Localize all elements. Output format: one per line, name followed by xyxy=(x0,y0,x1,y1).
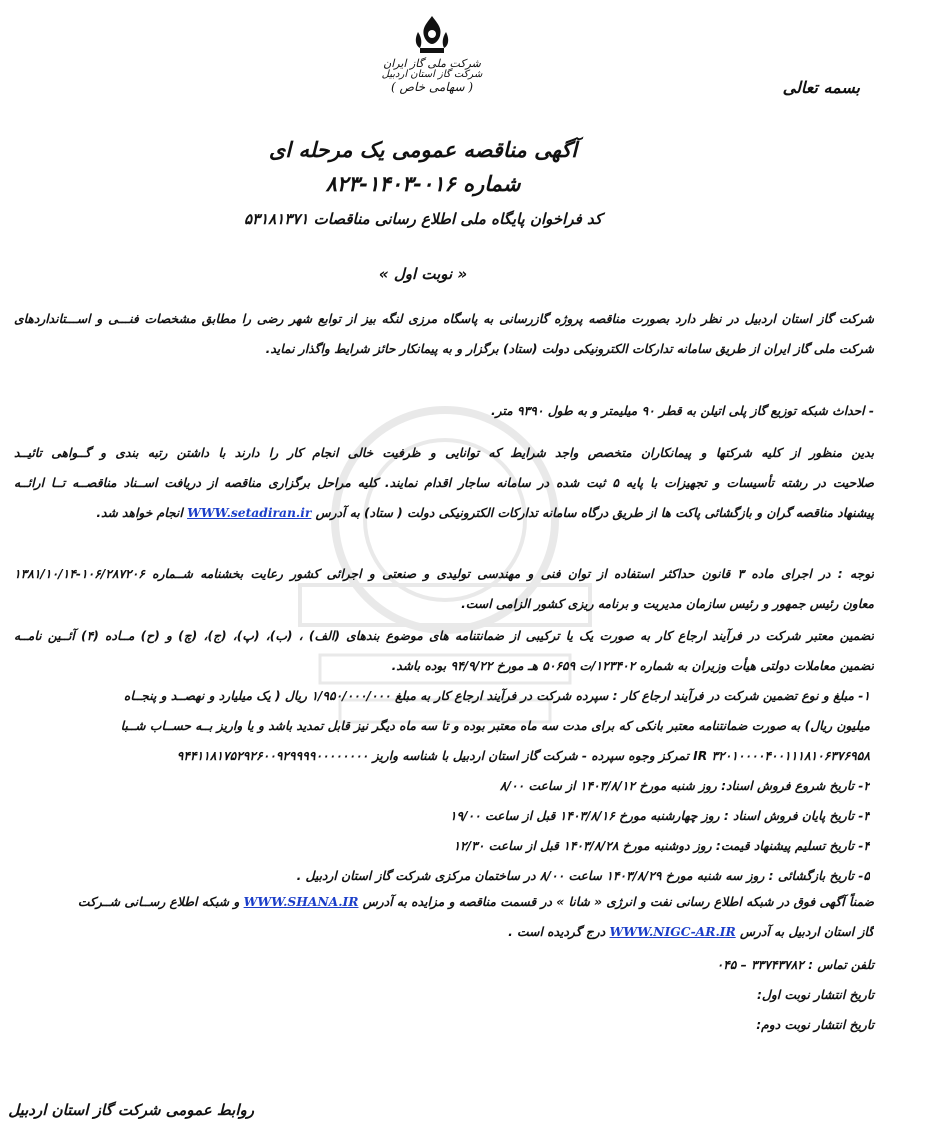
publication-text-end: درج گردیده است . xyxy=(508,925,606,939)
footer-signature: روابط عمومی شرکت گاز استان اردبیل xyxy=(8,1101,254,1119)
invitation-paragraph xyxy=(14,438,874,528)
list-item-text: تاریخ تسلیم پیشنهاد قیمت: روز دوشنبه مورخ ۱۴۰۳/۸/۲۸ قبل از ساعت ۱۲/۳۰ xyxy=(453,839,854,853)
list-item-number: ۲- xyxy=(858,779,870,793)
note-line: توجه : در اجرای ماده ۳ قانون حداکثر استفاده از توان فنی و مهندسی تولیدی و صنعتی و اجرائی کشور رعایت بخشنامه شــماره ۱۰۶/۲۸۷۲۰۶-۱۳۸۱/۱۰/۱۴ xyxy=(14,567,874,581)
nigc-ar-link[interactable]: WWW.NIGC-AR.IR xyxy=(609,924,736,939)
publication-text: ضمناً آگهی فوق در شبکه اطلاع رسانی نفت و انرژی « شانا » در قسمت مناقصه و مزایده به آدرس xyxy=(362,895,874,909)
intro-paragraph xyxy=(14,304,874,364)
invitation-line: بدین منظور از کلیه شرکتها و پیمانکاران متخصص واجد شرایط که توانایی و ظرفیت خالی انجام کار را دارند با داشتن رتبه بندی و گــواهی تائیــد xyxy=(14,446,874,460)
note-line: معاون رئیس جمهور و رئیس سازمان مدیریت و برنامه ریزی کشور الزامی است. xyxy=(461,597,874,611)
list-item-continuation: میلیون ریال) به صورت ضمانتنامه معتبر بانکی که برای مدت سه ماه معتبر بوده و تا سه ماه دیگر نیز قابل تمدید باشد و یا واریز بــه حســاب شــبا xyxy=(120,719,870,733)
setadiran-link[interactable]: WWW.setadiran.ir xyxy=(187,505,312,520)
second-publication-date: تاریخ انتشار نوبت دوم: xyxy=(756,1018,874,1032)
invitation-line: صلاحیت در رشته تأسیسات و تجهیزات با پایه ۵ ثبت شده در سامانه ساجار اقدام نمایند. کلیه مراحل برگزاری مناقصه از دریافت اســناد مناقصــه تــا ارائــه xyxy=(14,476,874,490)
list-item-number: ۱- xyxy=(858,689,870,703)
list-item xyxy=(20,681,870,711)
logo-line-province: شرکت گاز استان اردبیل xyxy=(381,69,483,80)
scope-paragraph xyxy=(14,396,874,426)
list-item xyxy=(20,831,870,861)
intro-line: شرکت گاز استان اردبیل در نظر دارد بصورت مناقصه پروژه گازرسانی به پاسگاه مرزی لنگه بیز از توابع شهر رضی را مطابق مشخصات فنـــی و اســـتانداردهای xyxy=(14,312,874,326)
invitation-text: پیشنهاد مناقصه گران و بازگشائی پاکت ها از طریق درگاه سامانه تدارکات الکترونیکی دولت ( ستاد) به آدرس xyxy=(315,506,874,520)
invitation-text-end: انجام خواهد شد. xyxy=(96,506,183,520)
list-item-text: مبلغ و نوع تضمین شرکت در فرآیند ارجاع کار : سپرده شرکت در فرآیند ارجاع کار به مبلغ ۱/۹۵۰/۰۰۰/۰۰۰ ریال ( یک میلیارد و نهصــد و پنجــاه xyxy=(123,689,854,703)
guarantee-line: تضمین معتبر شرکت در فرآیند ارجاع کار به صورت یک یا ترکیبی از ضمانتنامه های موضوع بندهای (الف) ، (ب)، (پ)، (ج)، (چ) و (ح) مــاده (۴) آئــین نامــه xyxy=(14,629,874,643)
note-paragraph xyxy=(14,559,874,619)
logo-line-company: شرکت ملی گاز ایران xyxy=(383,57,481,70)
terms-list xyxy=(20,681,870,891)
first-publication-date: تاریخ انتشار نوبت اول: xyxy=(757,988,874,1002)
publication-line xyxy=(14,887,874,917)
company-logo xyxy=(372,14,492,114)
list-item xyxy=(20,801,870,831)
contact-block xyxy=(716,950,874,1040)
scope-line: - احداث شبکه توزیع گاز پلی اتیلن به قطر ۹۰ میلیمتر و به طول ۹۳۹۰ متر. xyxy=(490,404,874,418)
guarantee-line: تضمین معاملات دولتی هیأت وزیران به شماره ۱۲۳۴۰۲/ت ۵۰۶۵۹ هـ مورخ ۹۴/۹/۲۲ بوده باشد. xyxy=(391,659,874,673)
list-item-continuation: IR ۳۲۰۱۰۰۰۰۴۰۰۱۱۱۸۱۰۶۳۷۶۹۵۸ تمرکز وجوه سپرده - شرکت گاز استان اردبیل با شناسه واریز ۹۴۴۱۱۸۱۷۵۲۹۲۶۰۰۹۲۹۹۹۹۰۰۰۰۰۰۰۰ xyxy=(176,749,870,763)
notice-number: شماره ۰۱۶-۱۴۰۳-۸۲۳ xyxy=(325,172,521,196)
list-item-text: تاریخ پایان فروش اسناد : روز چهارشنبه مورخ ۱۴۰۳/۸/۱۶ قبل از ساعت ۱۹/۰۰ xyxy=(449,809,854,823)
bismillah-heading: بسمه تعالی xyxy=(782,78,860,97)
notice-round: « نوبت اول » xyxy=(378,265,468,283)
notice-call-code: کد فراخوان پایگاه ملی اطلاع رسانی مناقصات ۵۳۱۸۱۳۷۱ xyxy=(243,210,603,228)
list-item-number: ۳- xyxy=(858,809,870,823)
publication-text: گاز استان اردبیل به آدرس xyxy=(739,925,874,939)
notice-title: آگهی مناقصه عمومی یک مرحله ای xyxy=(268,138,578,162)
guarantee-paragraph xyxy=(14,621,874,681)
nigc-flame-logo-icon xyxy=(408,14,456,56)
publication-text-end: و شبکه اطلاع رســانی شــرکت xyxy=(77,895,240,909)
list-item-text: تاریخ شروع فروش اسناد: روز شنبه مورخ ۱۴۰۳/۸/۱۲ از ساعت ۸/۰۰ xyxy=(499,779,854,793)
publication-line xyxy=(14,917,874,947)
invitation-line xyxy=(14,498,874,528)
logo-line-type: ( سهامی خاص ) xyxy=(390,80,474,94)
list-item xyxy=(20,771,870,801)
list-item-number: ۵- xyxy=(858,869,870,883)
intro-line: شرکت ملی گاز ایران از طریق سامانه تدارکات الکترونیکی دولت (ستاد) برگزار و به پیمانکار حائز شرایط واگذار نماید. xyxy=(265,342,874,356)
contact-phone: تلفن تماس : ۳۳۷۴۳۷۸۲ – ۰۴۵ xyxy=(716,958,874,972)
shana-link[interactable]: WWW.SHANA.IR xyxy=(243,894,359,909)
list-item-number: ۴- xyxy=(858,839,870,853)
list-item-text: تاریخ بازگشائی : روز سه شنبه مورخ ۱۴۰۳/۸/۲۹ ساعت ۸/۰۰ در ساختمان مرکزی شرکت گاز استان اردبیل . xyxy=(296,869,854,883)
publication-paragraph xyxy=(14,887,874,947)
